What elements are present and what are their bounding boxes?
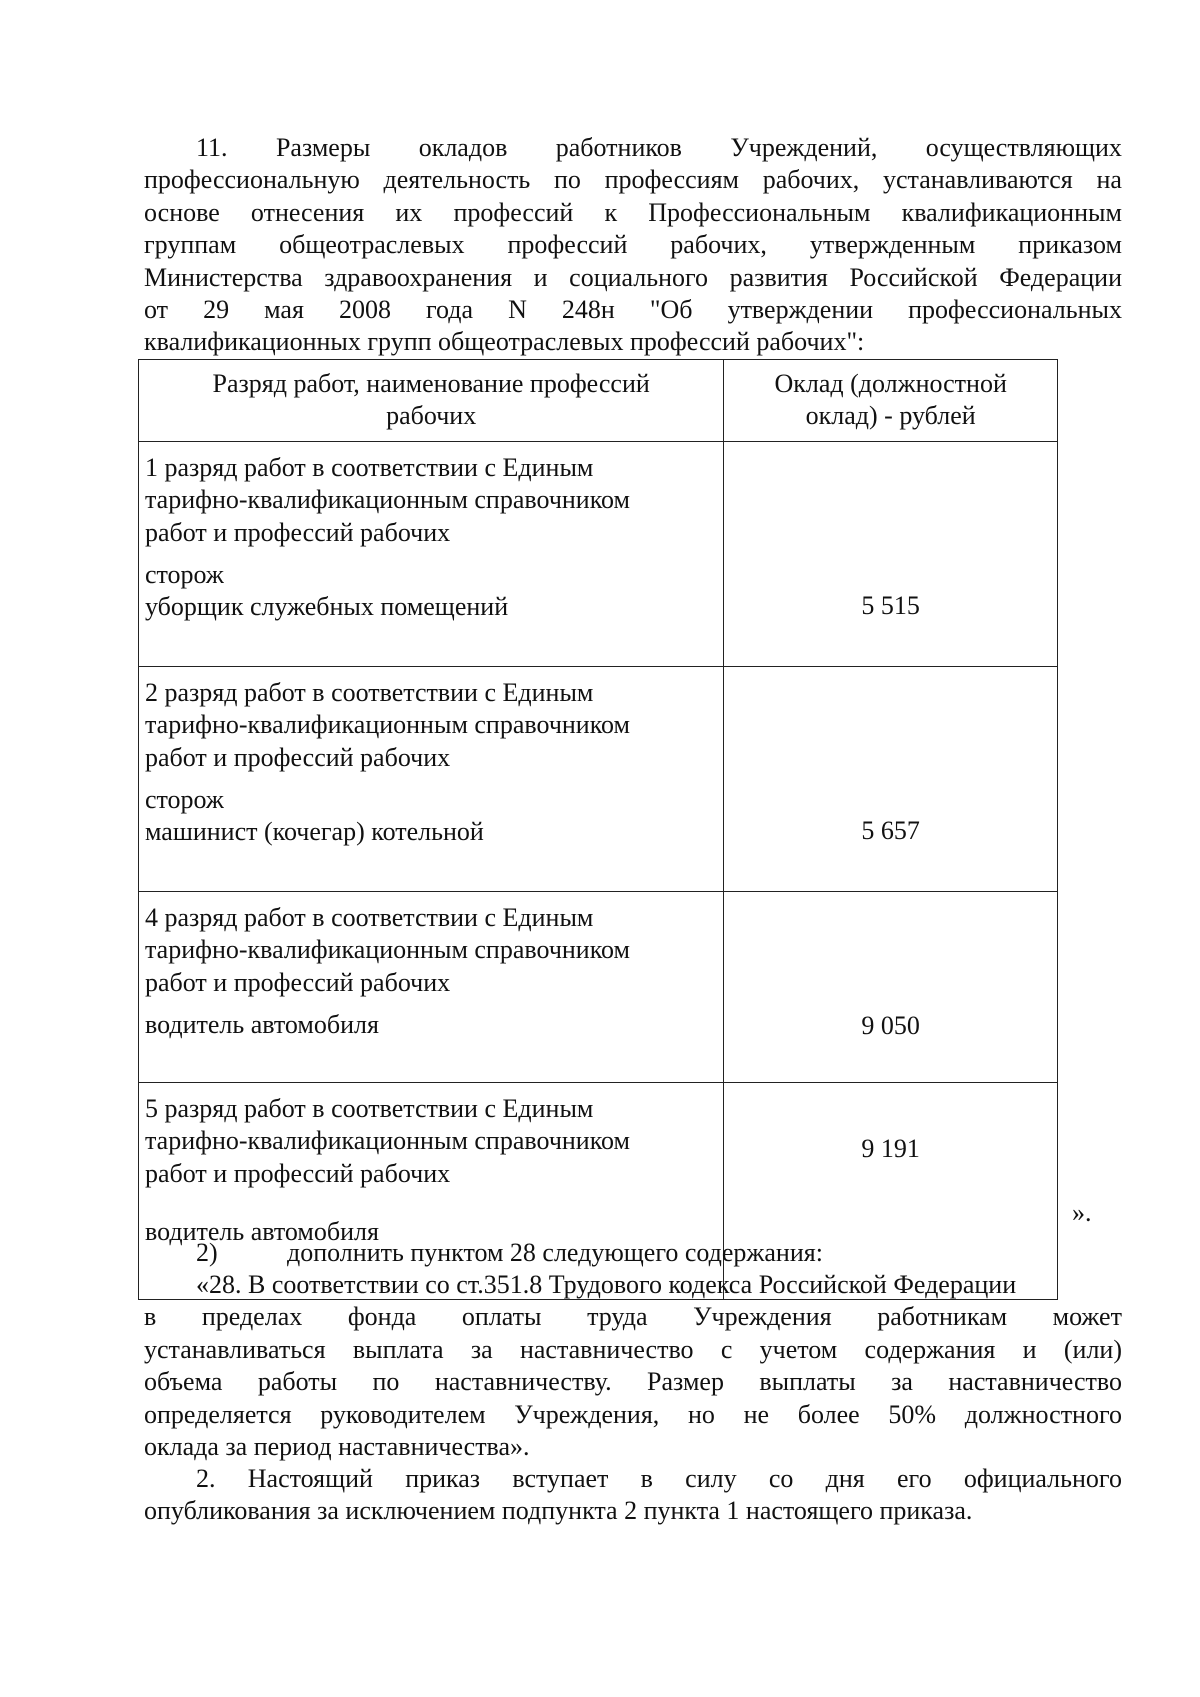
text-line xyxy=(144,1463,1122,1495)
word: профессиональную xyxy=(144,165,360,195)
text-line xyxy=(144,197,1122,229)
word: по xyxy=(554,165,581,195)
word: развития xyxy=(729,262,828,292)
word: должностного xyxy=(964,1399,1122,1429)
word: наставничеству. xyxy=(434,1367,612,1397)
word: по xyxy=(372,1367,400,1397)
word: пределах xyxy=(201,1302,303,1332)
word: дня xyxy=(825,1464,865,1493)
word: 29 xyxy=(203,294,230,324)
word: работников xyxy=(555,133,682,162)
header-text: Оклад (должностной xyxy=(774,369,1007,398)
word: на xyxy=(1096,165,1122,195)
word: Российской xyxy=(849,262,978,292)
salary-value: 5 657 xyxy=(861,815,920,845)
profession: водитель автомобиля xyxy=(145,1217,379,1247)
salary-cell xyxy=(724,891,1058,1082)
word: Учреждения, xyxy=(514,1399,660,1429)
word: окладов xyxy=(418,133,508,162)
word: определяется xyxy=(144,1399,292,1429)
group-text: работ и профессий рабочих xyxy=(145,742,451,772)
word: Министерства xyxy=(144,262,303,292)
word: в xyxy=(144,1302,157,1332)
paragraph-11 xyxy=(144,132,1122,359)
profession: машинист (кочегар) котельной xyxy=(145,817,484,847)
word: устанавливаются xyxy=(882,165,1073,195)
group-text: работ и профессий рабочих xyxy=(145,517,451,547)
word: выплаты xyxy=(759,1367,856,1397)
word: их xyxy=(395,197,423,227)
word: утверждении xyxy=(727,294,874,324)
word: (или) xyxy=(1063,1334,1122,1364)
group-text: работ и профессий рабочих xyxy=(145,1158,451,1188)
text-line xyxy=(144,132,1122,164)
group-text: работ и профессий рабочих xyxy=(145,967,451,997)
word: профессий xyxy=(453,197,574,227)
word: руководителем xyxy=(320,1399,486,1429)
text-line xyxy=(144,1301,1122,1333)
word: здравоохранения xyxy=(324,262,513,292)
word: его xyxy=(897,1464,932,1493)
word: Настоящий xyxy=(247,1464,373,1493)
word: в xyxy=(640,1464,653,1493)
word: работникам xyxy=(877,1302,1008,1332)
word: приказ xyxy=(405,1464,481,1493)
word: Размеры xyxy=(275,133,371,162)
subitem-2 xyxy=(196,1237,823,1269)
word: рабочих, xyxy=(670,230,767,260)
word: 2008 xyxy=(338,294,391,324)
salary-value: 9 050 xyxy=(861,1010,920,1040)
word: "Об xyxy=(649,294,693,324)
word: официального xyxy=(963,1464,1122,1493)
word: Размер xyxy=(647,1367,724,1397)
word: 2. xyxy=(196,1464,216,1493)
word: Федерации xyxy=(999,262,1122,292)
profession: сторож xyxy=(145,785,224,815)
group-text: тарифно-квалификационным справочником xyxy=(145,1126,630,1156)
group-text: 2 разряд работ в соответствии с Единым xyxy=(145,677,594,707)
word: рабочих, xyxy=(762,165,860,195)
paragraph-28 xyxy=(144,1269,1122,1463)
salary-cell xyxy=(724,666,1058,891)
text-line xyxy=(144,164,1122,196)
subitem-number: 2) xyxy=(196,1238,218,1267)
word: Учреждений, xyxy=(730,133,878,162)
category-cell xyxy=(139,666,724,891)
group-text: тарифно-квалификационным справочником xyxy=(145,485,630,515)
word: общеотраслевых xyxy=(279,230,465,260)
word: профессиональных xyxy=(908,294,1122,324)
table-row xyxy=(139,891,1058,1082)
subitem-text: дополнить пунктом 28 следующего содержания: xyxy=(287,1238,823,1267)
header-text: оклад) - рублей xyxy=(805,401,976,431)
word: более xyxy=(797,1399,860,1429)
word: не xyxy=(743,1399,770,1429)
table-header-row xyxy=(139,360,1058,442)
text-line: «28. В соответствии со ст.351.8 Трудового кодекса Российской Федерации xyxy=(196,1270,1017,1299)
salary-table xyxy=(138,359,1058,1300)
group-text: 5 разряд работ в соответствии с Единым xyxy=(145,1093,594,1123)
text-line: оклада за период наставничества». xyxy=(144,1431,530,1461)
text-line xyxy=(144,1366,1122,1398)
salary-value: 9 191 xyxy=(861,1133,920,1163)
word: профессиям xyxy=(604,165,739,195)
word: приказом xyxy=(1018,230,1122,260)
word: содержания xyxy=(864,1334,996,1364)
word: Профессиональным xyxy=(648,197,871,227)
category-cell xyxy=(139,891,724,1082)
word: деятельность xyxy=(383,165,531,195)
word: года xyxy=(426,294,474,324)
header-category xyxy=(139,360,724,442)
text-line xyxy=(144,229,1122,261)
word: 248н xyxy=(561,294,615,324)
word: может xyxy=(1052,1302,1122,1332)
word: квалификационным xyxy=(901,197,1122,227)
word: и xyxy=(1022,1334,1037,1364)
item-2 xyxy=(144,1463,1122,1528)
word: N xyxy=(508,294,527,324)
word: оплаты xyxy=(461,1302,542,1332)
group-text: тарифно-квалификационным справочником xyxy=(145,935,630,965)
word: работы xyxy=(257,1367,338,1397)
word: за xyxy=(891,1367,913,1397)
header-salary xyxy=(724,360,1058,442)
word: со xyxy=(768,1464,794,1493)
word: наставничество xyxy=(948,1367,1122,1397)
header-text: рабочих xyxy=(386,401,477,431)
text-line: квалификационных групп общеотраслевых профессий рабочих": xyxy=(144,327,865,357)
word: выплата xyxy=(352,1334,444,1364)
text-line xyxy=(144,1334,1122,1366)
word: вступает xyxy=(512,1464,609,1493)
word: социального xyxy=(569,262,709,292)
table-row xyxy=(139,441,1058,666)
word: Учреждения xyxy=(693,1302,832,1332)
table-row xyxy=(139,666,1058,891)
word: отнесения xyxy=(250,197,365,227)
word: труда xyxy=(587,1302,648,1332)
word: но xyxy=(688,1399,715,1429)
word: к xyxy=(604,197,618,227)
text-line xyxy=(144,294,1122,326)
word: учетом xyxy=(759,1334,838,1364)
text-line: опубликования за исключением подпункта 2 пункта 1 настоящего приказа. xyxy=(144,1496,973,1526)
salary-cell xyxy=(724,441,1058,666)
group-text: тарифно-квалификационным справочником xyxy=(145,710,630,740)
header-text: Разряд работ, наименование профессий xyxy=(212,369,650,398)
profession: водитель автомобиля xyxy=(145,1010,379,1040)
word: за xyxy=(470,1334,493,1364)
word: мая xyxy=(264,294,304,324)
word: от xyxy=(144,294,169,324)
word: устанавливаться xyxy=(144,1334,326,1364)
word: утвержденным xyxy=(809,230,976,260)
word: основе xyxy=(144,197,220,227)
word: 11. xyxy=(196,133,228,162)
profession: уборщик служебных помещений xyxy=(145,592,509,622)
category-cell xyxy=(139,441,724,666)
word: с xyxy=(720,1334,733,1364)
closing-quote: ». xyxy=(1072,1198,1092,1227)
word: наставничество xyxy=(519,1334,694,1364)
word: осуществляющих xyxy=(925,133,1122,162)
word: фонда xyxy=(347,1302,417,1332)
word: 50% xyxy=(888,1399,937,1429)
word: группам xyxy=(144,230,237,260)
text-line xyxy=(144,1399,1122,1431)
word: профессий xyxy=(507,230,628,260)
salary-value: 5 515 xyxy=(861,590,920,620)
text-line xyxy=(144,262,1122,294)
word: объема xyxy=(144,1367,223,1397)
group-text: 1 разряд работ в соответствии с Единым xyxy=(145,452,594,482)
profession: сторож xyxy=(145,560,224,590)
word: силу xyxy=(685,1464,737,1493)
word: и xyxy=(533,262,548,292)
group-text: 4 разряд работ в соответствии с Единым xyxy=(145,902,594,932)
